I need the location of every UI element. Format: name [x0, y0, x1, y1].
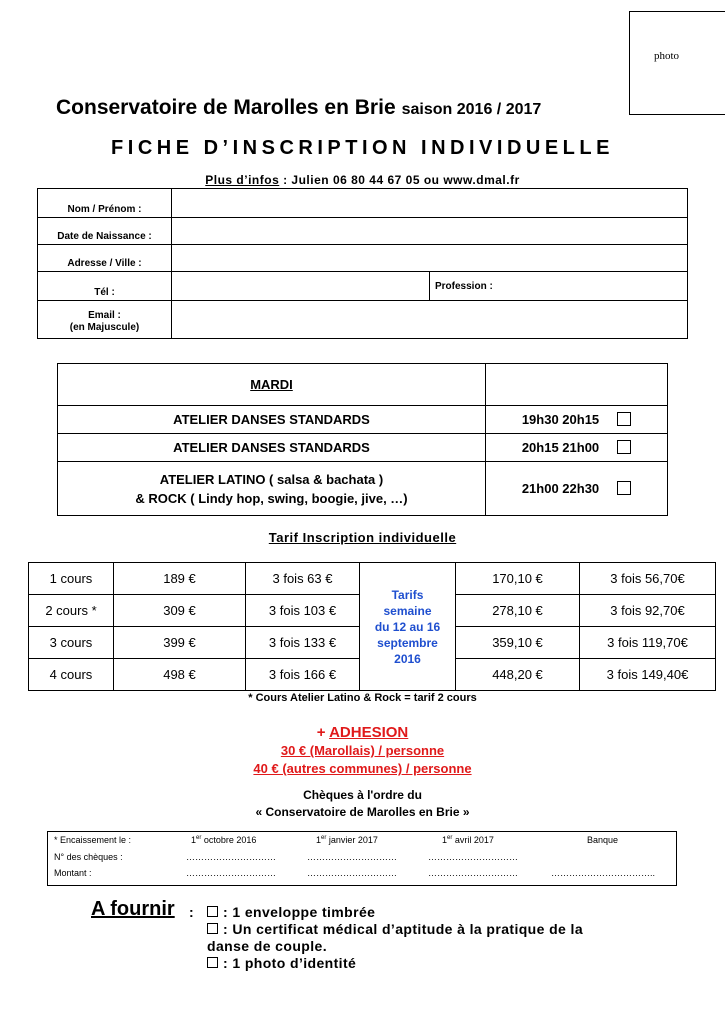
week-label-line: du 12 au 16 — [374, 619, 441, 634]
week-label-line: septembre — [377, 635, 438, 650]
course-time: 20h15 21h00 — [521, 440, 600, 455]
course-time-cell — [486, 462, 668, 516]
date-day: 1 — [191, 835, 197, 845]
fournir-item-text: : Un certificat médical d’aptitude à la pratique de la — [223, 921, 584, 937]
tarif-label: 1 cours — [29, 563, 114, 595]
adhesion-line-other: 40 € (autres communes) / personne — [253, 761, 472, 776]
tarif-row — [29, 563, 716, 595]
tarif-week-price: 448,20 € — [456, 659, 580, 691]
date-day: 1 — [316, 835, 322, 845]
profession-field[interactable] — [430, 272, 688, 301]
fournir-item-text: : 1 photo d’identité — [223, 955, 357, 971]
cheque-no-field[interactable]: ………………………… — [428, 852, 518, 862]
fournir-item-photo — [207, 955, 356, 972]
date-sup: er — [321, 835, 327, 841]
tarif-title: Tarif Inscription individuelle — [268, 530, 457, 545]
tarif-price: 309 € — [114, 595, 246, 627]
encaissement-date-oct — [191, 835, 256, 845]
tarif-week-installment: 3 fois 119,70€ — [580, 627, 716, 659]
date-rest: avril 2017 — [452, 835, 494, 845]
amount-field[interactable]: ………………………… — [307, 868, 397, 878]
page-title — [56, 96, 541, 120]
fournir-colon: : — [189, 904, 194, 920]
fournir-item-text: : 1 enveloppe timbrée — [223, 904, 376, 920]
week-label-line: Tarifs — [391, 587, 424, 602]
schedule-row — [58, 406, 668, 434]
checkbox-icon[interactable] — [207, 923, 218, 934]
fournir-item-envelope — [207, 904, 375, 921]
tarif-note: * Cours Atelier Latino & Rock = tarif 2 cours — [248, 692, 477, 704]
fournir-title: A fournir — [91, 898, 175, 920]
course-checkbox[interactable] — [617, 481, 631, 495]
tarif-price: 498 € — [114, 659, 246, 691]
schedule-row — [58, 434, 668, 462]
email-label: Email : — [88, 309, 121, 321]
email-sub-label: (en Majuscule) — [69, 321, 140, 333]
week-tarif-label — [360, 563, 456, 691]
encaissement-box — [47, 831, 677, 886]
identity-table — [37, 188, 688, 339]
date-rest: octobre 2016 — [201, 835, 257, 845]
season-label: saison 2016 / 2017 — [401, 101, 542, 118]
week-label-line: 2016 — [394, 651, 421, 666]
date-sup: er — [196, 835, 202, 841]
checkbox-icon[interactable] — [207, 906, 218, 917]
fournir-item-certificate-cont: danse de couple. — [207, 938, 327, 954]
tarif-installment: 3 fois 103 € — [246, 595, 360, 627]
week-label-line: semaine — [383, 603, 432, 618]
photo-label: photo — [654, 50, 680, 62]
profession-label: Profession : — [435, 281, 493, 292]
cheque-no-label: N° des chèques : — [54, 852, 123, 862]
name-field[interactable] — [172, 189, 688, 218]
cheques-line1: Chèques à l'ordre du — [303, 788, 422, 802]
date-rest: janvier 2017 — [326, 835, 378, 845]
infos-text: : Julien 06 80 44 67 05 ou www.dmal.fr — [279, 173, 520, 187]
schedule-row — [58, 462, 668, 516]
tarif-week-price: 359,10 € — [456, 627, 580, 659]
tarif-week-installment: 3 fois 92,70€ — [580, 595, 716, 627]
day-label: MARDI — [250, 377, 293, 392]
tarif-week-price: 170,10 € — [456, 563, 580, 595]
tarif-table — [28, 562, 716, 691]
course-time: 21h00 22h30 — [521, 481, 600, 496]
cheque-no-field[interactable]: ………………………… — [307, 852, 397, 862]
course-name — [58, 462, 486, 516]
amount-field[interactable]: ………………………… — [186, 868, 276, 878]
cheques-line2: « Conservatoire de Marolles en Brie » — [255, 805, 470, 819]
tarif-week-installment: 3 fois 149,40€ — [580, 659, 716, 691]
tarif-installment: 3 fois 63 € — [246, 563, 360, 595]
tel-field[interactable] — [172, 272, 430, 301]
tarif-installment: 3 fois 133 € — [246, 627, 360, 659]
adhesion-plus: + — [316, 724, 330, 741]
birthdate-field[interactable] — [172, 218, 688, 245]
course-checkbox[interactable] — [617, 440, 631, 454]
address-label: Adresse / Ville : — [38, 245, 172, 272]
course-checkbox[interactable] — [617, 412, 631, 426]
day-header — [58, 364, 486, 406]
course-time-cell — [486, 406, 668, 434]
fournir-item-certificate — [207, 921, 583, 938]
adhesion-label: ADHESION — [329, 724, 409, 741]
encaissement-label: * Encaissement le : — [54, 835, 132, 845]
name-label: Nom / Prénom : — [38, 189, 172, 218]
tel-label: Tél : — [38, 272, 172, 301]
adhesion-title — [0, 724, 725, 741]
cheque-no-field[interactable]: ………………………… — [186, 852, 276, 862]
photo-box — [629, 11, 725, 115]
day-header-blank — [486, 364, 668, 406]
tarif-week-installment: 3 fois 56,70€ — [580, 563, 716, 595]
course-line2: & ROCK ( Lindy hop, swing, boogie, jive, …) — [135, 490, 408, 506]
tarif-installment: 3 fois 166 € — [246, 659, 360, 691]
bank-field[interactable]: …………………………….. — [551, 868, 656, 878]
tarif-label: 3 cours — [29, 627, 114, 659]
birthdate-label: Date de Naissance : — [38, 218, 172, 245]
adhesion-line-marollais: 30 € (Marollais) / personne — [280, 743, 445, 758]
contact-info — [0, 173, 725, 187]
email-field[interactable] — [172, 301, 688, 339]
infos-label: Plus d’infos — [205, 173, 280, 187]
encaissement-date-apr — [442, 835, 494, 845]
tarif-price: 189 € — [114, 563, 246, 595]
course-name: ATELIER DANSES STANDARDS — [58, 406, 486, 434]
address-field[interactable] — [172, 245, 688, 272]
checkbox-icon[interactable] — [207, 957, 218, 968]
schedule-table — [57, 363, 668, 516]
course-time-cell — [486, 434, 668, 462]
bank-label: Banque — [587, 835, 619, 845]
tarif-price: 399 € — [114, 627, 246, 659]
school-name: Conservatoire de Marolles en Brie — [56, 96, 396, 119]
email-label-cell — [38, 301, 172, 339]
tarif-label: 4 cours — [29, 659, 114, 691]
amount-field[interactable]: ………………………… — [428, 868, 518, 878]
encaissement-date-jan — [316, 835, 378, 845]
course-name: ATELIER DANSES STANDARDS — [58, 434, 486, 462]
amount-label: Montant : — [54, 868, 92, 878]
tarif-week-price: 278,10 € — [456, 595, 580, 627]
course-time: 19h30 20h15 — [521, 412, 600, 427]
date-sup: er — [447, 835, 453, 841]
form-title: FICHE D’INSCRIPTION INDIVIDUELLE — [111, 137, 614, 159]
course-line1: ATELIER LATINO ( salsa & bachata ) — [159, 471, 384, 487]
date-day: 1 — [442, 835, 448, 845]
tarif-label: 2 cours * — [29, 595, 114, 627]
